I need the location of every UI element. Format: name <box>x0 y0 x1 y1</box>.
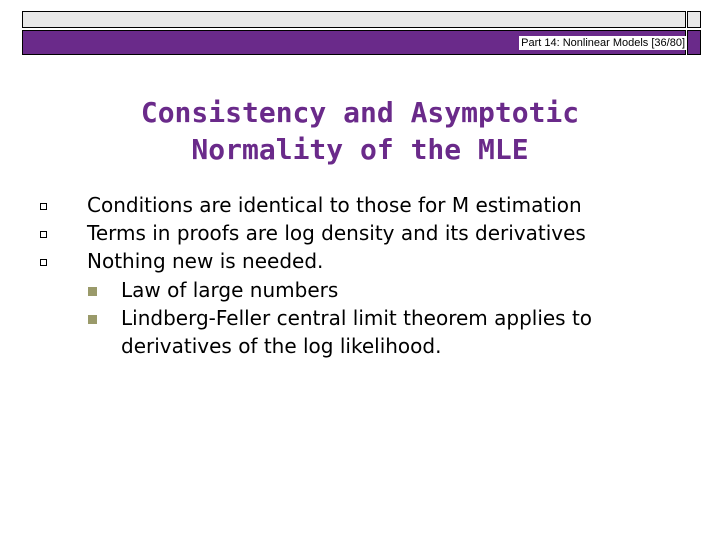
list-item <box>0 247 720 277</box>
list-item-continuation <box>0 334 720 388</box>
header-bar-accent-end <box>687 30 701 55</box>
slide-title-line-1: Consistency and Asymptotic <box>140 96 580 129</box>
bullet-text: derivatives of the log likelihood. <box>121 334 442 358</box>
hollow-square-icon <box>40 203 47 210</box>
header-bar-top <box>22 11 686 28</box>
slide-title <box>60 94 660 168</box>
bullet-text: Lindberg-Feller central limit theorem applies to <box>121 306 593 330</box>
header-bar-top-end <box>687 11 701 28</box>
slide-title-line-2: Normality of the MLE <box>191 133 529 166</box>
list-item <box>0 219 720 249</box>
filled-square-icon <box>88 287 97 296</box>
header-label: Part 14: Nonlinear Models [36/80] <box>521 37 685 49</box>
bullet-text: Law of large numbers <box>121 278 339 302</box>
bullet-text: Nothing new is needed. <box>87 249 324 273</box>
bullet-text: Terms in proofs are log density and its derivatives <box>87 221 586 245</box>
hollow-square-icon <box>40 231 47 238</box>
filled-square-icon <box>88 315 97 324</box>
bullet-text: Conditions are identical to those for M estimation <box>87 193 582 217</box>
list-item-sub <box>0 276 720 306</box>
hollow-square-icon <box>40 259 47 266</box>
list-item <box>0 191 720 221</box>
